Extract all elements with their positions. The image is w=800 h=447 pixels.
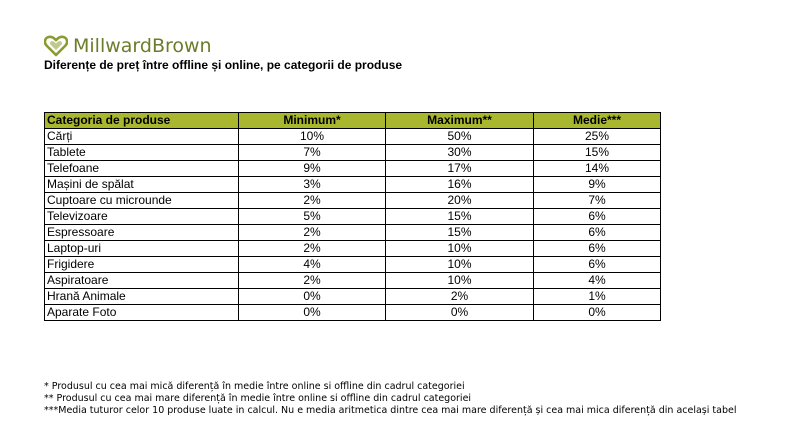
maximum-cell: 10% <box>386 241 534 257</box>
category-cell: Cuptoare cu microunde <box>45 193 239 209</box>
table-row <box>45 129 661 145</box>
table-header-row <box>45 113 661 129</box>
minimum-cell: 0% <box>239 289 386 305</box>
category-cell: Mașini de spălat <box>45 177 239 193</box>
maximum-cell: 15% <box>386 225 534 241</box>
minimum-cell: 2% <box>239 225 386 241</box>
category-cell: Televizoare <box>45 209 239 225</box>
maximum-cell: 15% <box>386 209 534 225</box>
average-cell: 14% <box>534 161 661 177</box>
table-row <box>45 177 661 193</box>
category-cell: Hrană Animale <box>45 289 239 305</box>
logo <box>44 34 212 58</box>
maximum-cell: 30% <box>386 145 534 161</box>
table-row <box>45 241 661 257</box>
table-body <box>45 129 661 321</box>
footnote-maximum: ** Produsul cu cea mai mare diferență în medie între online si offline din cadrul categoriei <box>44 393 472 404</box>
column-header-category: Categoria de produse <box>45 113 239 129</box>
category-cell: Tablete <box>45 145 239 161</box>
column-header-minimum: Minimum* <box>239 113 386 129</box>
table-row <box>45 145 661 161</box>
maximum-cell: 2% <box>386 289 534 305</box>
average-cell: 1% <box>534 289 661 305</box>
footnote-minimum: * Produsul cu cea mai mică diferență în medie între online si offline din cadrul categoriei <box>44 381 465 392</box>
minimum-cell: 5% <box>239 209 386 225</box>
table-row <box>45 209 661 225</box>
minimum-cell: 9% <box>239 161 386 177</box>
average-cell: 6% <box>534 241 661 257</box>
average-cell: 4% <box>534 273 661 289</box>
average-cell: 0% <box>534 305 661 321</box>
footnotes <box>44 381 784 417</box>
price-difference-table <box>44 112 661 321</box>
category-cell: Espressoare <box>45 225 239 241</box>
maximum-cell: 50% <box>386 129 534 145</box>
table-row <box>45 289 661 305</box>
maximum-cell: 0% <box>386 305 534 321</box>
category-cell: Laptop-uri <box>45 241 239 257</box>
maximum-cell: 20% <box>386 193 534 209</box>
category-cell: Cărți <box>45 129 239 145</box>
table-row <box>45 161 661 177</box>
average-cell: 6% <box>534 209 661 225</box>
maximum-cell: 10% <box>386 273 534 289</box>
footnote-average: ***Media tuturor celor 10 produse luate in calcul. Nu e media aritmetica dintre cea mai mare diferență și cea mai mica diferență din același tabel <box>44 405 737 416</box>
heart-icon <box>44 35 68 57</box>
table-row <box>45 305 661 321</box>
minimum-cell: 10% <box>239 129 386 145</box>
maximum-cell: 16% <box>386 177 534 193</box>
column-header-average: Medie*** <box>534 113 661 129</box>
average-cell: 15% <box>534 145 661 161</box>
category-cell: Telefoane <box>45 161 239 177</box>
table-row <box>45 257 661 273</box>
table-row <box>45 193 661 209</box>
average-cell: 9% <box>534 177 661 193</box>
average-cell: 6% <box>534 257 661 273</box>
minimum-cell: 3% <box>239 177 386 193</box>
page-title: Diferențe de preț între offline și online, pe categorii de produse <box>44 58 403 72</box>
table-row <box>45 273 661 289</box>
minimum-cell: 2% <box>239 193 386 209</box>
minimum-cell: 2% <box>239 241 386 257</box>
average-cell: 7% <box>534 193 661 209</box>
minimum-cell: 4% <box>239 257 386 273</box>
maximum-cell: 17% <box>386 161 534 177</box>
category-cell: Aparate Foto <box>45 305 239 321</box>
maximum-cell: 10% <box>386 257 534 273</box>
minimum-cell: 0% <box>239 305 386 321</box>
column-header-maximum: Maximum** <box>386 113 534 129</box>
category-cell: Frigidere <box>45 257 239 273</box>
minimum-cell: 7% <box>239 145 386 161</box>
average-cell: 6% <box>534 225 661 241</box>
average-cell: 25% <box>534 129 661 145</box>
table-row <box>45 225 661 241</box>
brand-name: MillwardBrown <box>73 35 212 57</box>
category-cell: Aspiratoare <box>45 273 239 289</box>
minimum-cell: 2% <box>239 273 386 289</box>
